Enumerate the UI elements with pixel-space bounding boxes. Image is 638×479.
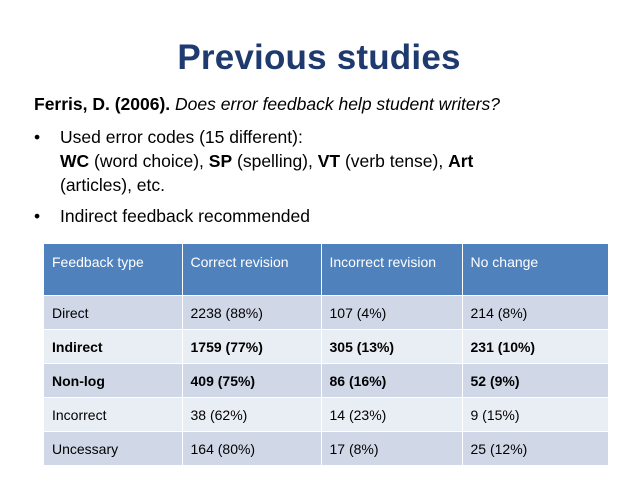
citation-author: Ferris, D. (2006). [34, 94, 171, 114]
error-code: Art [448, 151, 474, 171]
table-cell: 231 (10%) [462, 330, 608, 364]
table-cell: 164 (80%) [182, 432, 321, 466]
bullet-content: Indirect feedback recommended [60, 206, 310, 226]
error-code-meaning: (spelling), [232, 151, 318, 171]
table-header-row [44, 244, 608, 296]
table-cell: 38 (62%) [182, 398, 321, 432]
table-cell: 52 (9%) [462, 364, 608, 398]
table-cell: Direct [44, 296, 182, 330]
column-header: Correct revision [182, 244, 321, 296]
table-row [44, 364, 608, 398]
error-code: SP [208, 151, 233, 171]
table-cell: 14 (23%) [321, 398, 462, 432]
table-row [44, 432, 608, 466]
bullet-line: (articles), etc. [60, 175, 166, 195]
table-cell: 9 (15%) [462, 398, 608, 432]
table-row [44, 296, 608, 330]
table-cell: 2238 (88%) [182, 296, 321, 330]
error-code: WC [60, 151, 90, 171]
table-cell: 1759 (77%) [182, 330, 321, 364]
table-cell: 409 (75%) [182, 364, 321, 398]
column-header: Feedback type [44, 244, 182, 296]
error-code: VT [317, 151, 341, 171]
citation-work-title: Does error feedback help student writers? [175, 94, 500, 114]
table-cell: Incorrect [44, 398, 182, 432]
bullet-content [60, 125, 473, 197]
column-header: Incorrect revision [321, 244, 462, 296]
feedback-table [44, 244, 608, 465]
bullet-codes-line [60, 149, 473, 173]
bullet-glyph: • [34, 206, 41, 226]
table-cell: Uncessary [44, 432, 182, 466]
table-cell: 305 (13%) [321, 330, 462, 364]
table-cell: 86 (16%) [321, 364, 462, 398]
bullet-line: Used error codes (15 different): [60, 127, 303, 147]
table-cell: 107 (4%) [321, 296, 462, 330]
slide-title: Previous studies [177, 38, 461, 77]
bullet-glyph: • [34, 127, 41, 147]
error-code-meaning: (verb tense), [340, 151, 449, 171]
feedback-table-container [44, 244, 608, 465]
citation [34, 94, 500, 115]
table-row [44, 330, 608, 364]
error-code-meaning: (word choice), [89, 151, 209, 171]
table-row [44, 398, 608, 432]
table-cell: 214 (8%) [462, 296, 608, 330]
table-cell: Non-log [44, 364, 182, 398]
table-cell: Indirect [44, 330, 182, 364]
table-cell: 25 (12%) [462, 432, 608, 466]
column-header: No change [462, 244, 608, 296]
table-cell: 17 (8%) [321, 432, 462, 466]
